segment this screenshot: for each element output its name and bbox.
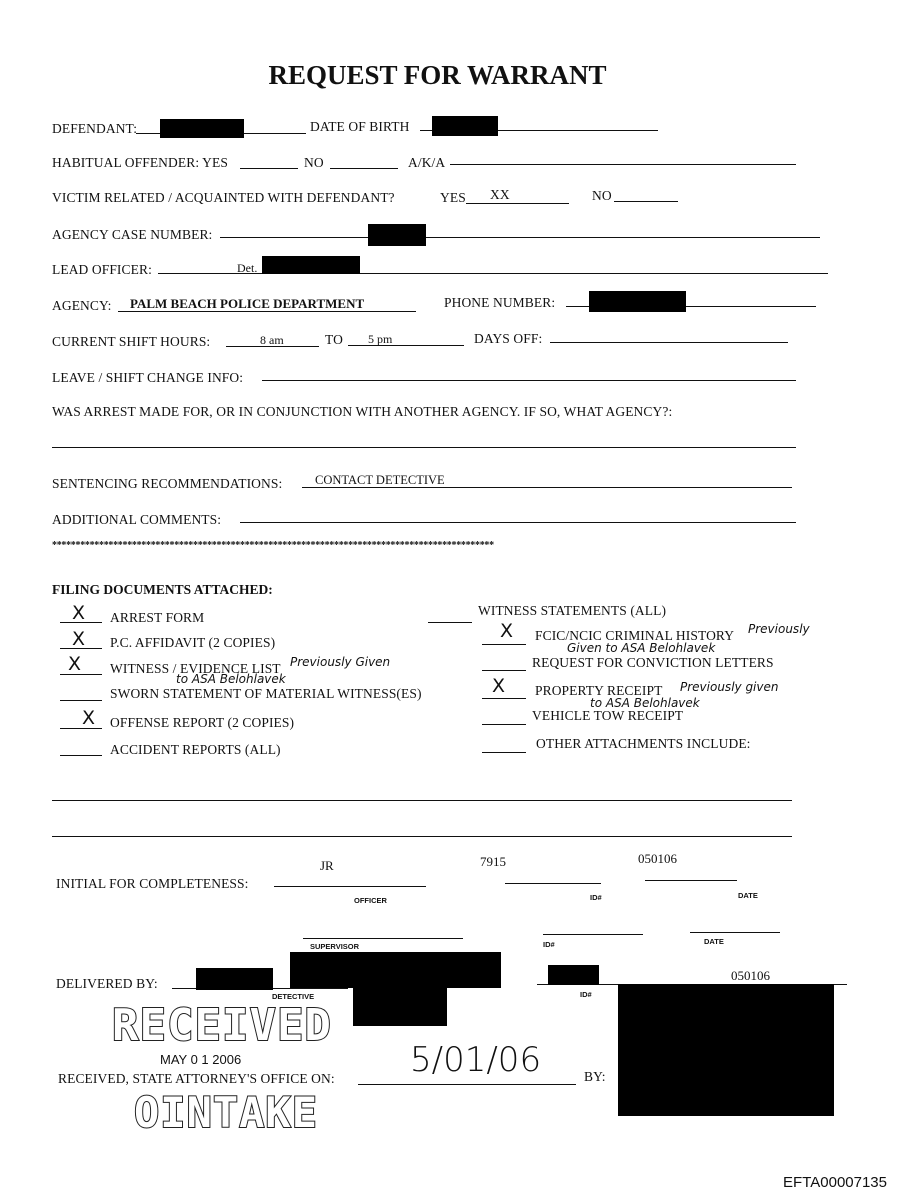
page-title: REQUEST FOR WARRANT	[268, 60, 607, 90]
arrest-form-label: ARREST FORM	[110, 610, 205, 625]
redaction-supervisor	[290, 952, 501, 988]
witness-evidence-label: WITNESS / EVIDENCE LIST	[110, 661, 281, 676]
completeness-date-line[interactable]	[645, 880, 737, 881]
victim-no-label: NO	[592, 188, 612, 203]
property-receipt-note-2: to ASA Belohlavek	[590, 696, 700, 710]
fcic-label: FCIC/NCIC CRIMINAL HISTORY	[535, 628, 735, 643]
completeness-label: INITIAL FOR COMPLETENESS:	[56, 876, 249, 891]
received-by-label: BY:	[584, 1069, 606, 1084]
accident-reports-label: ACCIDENT REPORTS (ALL)	[110, 742, 281, 757]
redaction-dob	[432, 116, 498, 136]
star-separator: **********************************************************************************************	[52, 540, 494, 551]
defendant-label: DEFENDANT:	[52, 121, 138, 136]
victim-yes-label: YES	[440, 190, 466, 205]
victim-no-line[interactable]	[614, 201, 678, 202]
received-date-line[interactable]	[358, 1084, 576, 1085]
witness-evidence-note-2: to ASA Belohlavek	[176, 672, 286, 686]
id-caption: ID#	[590, 893, 602, 902]
redaction-supervisor-2	[353, 988, 447, 1026]
leave-label: LEAVE / SHIFT CHANGE INFO:	[52, 370, 244, 385]
filing-heading: FILING DOCUMENTS ATTACHED:	[52, 582, 273, 597]
agency-label: AGENCY:	[52, 298, 112, 313]
offense-report-checkline[interactable]	[60, 728, 102, 729]
delivered-date-value: 050106	[731, 968, 770, 983]
arrest-form-check: X	[72, 602, 86, 624]
habitual-label: HABITUAL OFFENDER: YES	[52, 155, 228, 170]
officer-caption: OFFICER	[354, 896, 387, 905]
shift-to-label: TO	[325, 332, 343, 347]
sworn-statement-checkline[interactable]	[60, 700, 102, 701]
lead-officer-label: LEAD OFFICER:	[52, 262, 152, 277]
redaction-defendant	[160, 119, 244, 138]
witness-evidence-checkline[interactable]	[60, 674, 102, 675]
offense-report-label: OFFENSE REPORT (2 COPIES)	[110, 715, 295, 730]
property-receipt-label: PROPERTY RECEIPT	[535, 683, 663, 698]
shift-hours-label: CURRENT SHIFT HOURS:	[52, 334, 211, 349]
sentencing-value: CONTACT DETECTIVE	[315, 473, 445, 487]
supervisor-caption: SUPERVISOR	[310, 942, 360, 951]
completeness-officer-value: JR	[320, 858, 334, 873]
received-handwritten-date: 5/01/06	[410, 1040, 542, 1080]
victim-yes-line[interactable]	[466, 203, 569, 204]
habitual-no-label: NO	[304, 155, 324, 170]
case-number-line[interactable]	[220, 237, 820, 238]
vehicle-tow-checkline[interactable]	[482, 724, 526, 725]
other-attachments-label: OTHER ATTACHMENTS INCLUDE:	[536, 736, 751, 751]
delivered-id-caption: ID#	[580, 990, 592, 999]
vehicle-tow-label: VEHICLE TOW RECEIPT	[532, 708, 684, 723]
redaction-phone	[589, 291, 686, 312]
completeness-officer-line[interactable]	[274, 886, 426, 887]
witness-statements-checkline[interactable]	[428, 622, 472, 623]
shift-to-line[interactable]	[348, 345, 464, 346]
detective-caption: DETECTIVE	[272, 992, 315, 1001]
date-caption: DATE	[738, 891, 758, 900]
property-receipt-checkline[interactable]	[482, 698, 526, 699]
days-off-line[interactable]	[550, 342, 788, 343]
dob-label: DATE OF BIRTH	[310, 119, 410, 134]
lead-officer-value: Det.	[237, 261, 258, 275]
pc-affidavit-check: X	[72, 628, 86, 650]
supervisor-id-line[interactable]	[543, 934, 643, 935]
completeness-date-value: 050106	[638, 851, 677, 866]
completeness-id-value: 7915	[480, 854, 506, 869]
case-number-label: AGENCY CASE NUMBER:	[52, 227, 213, 242]
redaction-delivered-name	[196, 968, 273, 990]
footer-id: EFTA00007135	[783, 1174, 887, 1191]
supervisor-line[interactable]	[303, 938, 463, 939]
offense-report-check: X	[82, 707, 96, 729]
supervisor-date-line[interactable]	[690, 932, 780, 933]
witness-statements-label: WITNESS STATEMENTS (ALL)	[478, 603, 667, 618]
leave-line[interactable]	[262, 380, 796, 381]
victim-yes-value: XX	[490, 187, 510, 202]
days-off-label: DAYS OFF:	[474, 331, 543, 346]
aka-line[interactable]	[450, 164, 796, 165]
lead-officer-line[interactable]	[158, 273, 828, 274]
redaction-delivered-id	[548, 965, 599, 985]
agency-value: PALM BEACH POLICE DEPARTMENT	[130, 296, 365, 311]
received-stamp-date: MAY 0 1 2006	[160, 1052, 242, 1067]
other-attachments-line-2[interactable]	[52, 836, 792, 837]
delivered-label: DELIVERED BY:	[56, 976, 158, 991]
sentencing-label: SENTENCING RECOMMENDATIONS:	[52, 476, 283, 491]
other-attachments-checkline[interactable]	[482, 752, 526, 753]
received-stamp: RECEIVED	[112, 1000, 332, 1051]
intake-stamp: OINTAKE	[134, 1088, 319, 1137]
arrest-question-label: WAS ARREST MADE FOR, OR IN CONJUNCTION WITH ANOTHER AGENCY. IF SO, WHAT AGENCY?:	[52, 404, 673, 419]
fcic-checkline[interactable]	[482, 644, 526, 645]
fcic-note-2: Given to ASA Belohlavek	[567, 641, 716, 655]
sworn-statement-label: SWORN STATEMENT OF MATERIAL WITNESS(ES)	[110, 686, 422, 701]
property-receipt-note-1: Previously given	[680, 680, 779, 694]
comments-line[interactable]	[240, 522, 796, 523]
witness-evidence-note-1: Previously Given	[290, 655, 391, 669]
habitual-yes-line[interactable]	[240, 168, 298, 169]
fcic-note-1: Previously	[748, 622, 810, 636]
habitual-no-line[interactable]	[330, 168, 398, 169]
accident-reports-checkline[interactable]	[60, 755, 102, 756]
phone-label: PHONE NUMBER:	[444, 295, 556, 310]
completeness-id-line[interactable]	[505, 883, 601, 884]
witness-evidence-check: X	[68, 653, 82, 675]
victim-label: VICTIM RELATED / ACQUAINTED WITH DEFENDANT?	[52, 190, 395, 205]
property-receipt-check: X	[492, 675, 506, 697]
redaction-received-by	[618, 984, 834, 1116]
received-label: RECEIVED, STATE ATTORNEY'S OFFICE ON:	[58, 1071, 335, 1086]
conviction-letters-checkline[interactable]	[482, 670, 526, 671]
fcic-check: X	[500, 620, 514, 642]
supervisor-id-caption: ID#	[543, 940, 555, 949]
other-attachments-line-1[interactable]	[52, 800, 792, 801]
redaction-case-number	[368, 224, 426, 246]
redaction-lead-officer	[262, 256, 360, 274]
aka-label: A/K/A	[408, 155, 446, 170]
shift-from-value: 8 am	[260, 333, 284, 347]
pc-affidavit-label: P.C. AFFIDAVIT (2 COPIES)	[110, 635, 276, 650]
shift-to-value: 5 pm	[368, 332, 393, 346]
conviction-letters-label: REQUEST FOR CONVICTION LETTERS	[532, 655, 774, 670]
comments-label: ADDITIONAL COMMENTS:	[52, 512, 222, 527]
arrest-agency-line[interactable]	[52, 447, 796, 448]
supervisor-date-caption: DATE	[704, 937, 724, 946]
